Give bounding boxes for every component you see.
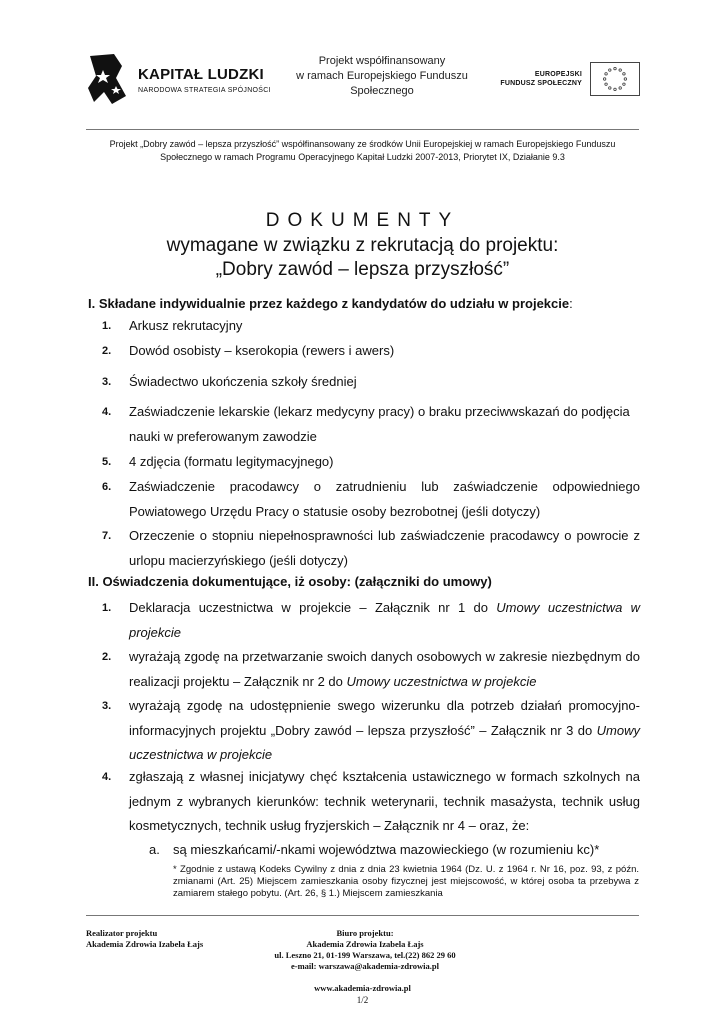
kapital-ludzki-title: KAPITAŁ LUDZKI: [138, 66, 264, 83]
section-1-heading: I. Składane indywidualnie przez każdego z kandydatów do udziału w projekcie:: [88, 296, 573, 311]
header-logos: [86, 48, 646, 110]
list-item: 7. Orzeczenie o stopniu niepełnosprawności lub zaświadczenie pracodawcy o powrocie z urlopu macierzyńskiego (jeśli dotyczy): [102, 528, 640, 568]
project-description: Projekt „Dobry zawód – lepsza przyszłość” współfinansowany ze środków Unii Europejskiej w ramach Europejskiego Funduszu Społecznego w ramach Programu Operacyjnego Kapitał Ludzki 2007-2013, Priorytet IX, Działanie 9.3: [109, 139, 616, 162]
section-2-heading: II. Oświadczenia dokumentujące, iż osoby: (załączniki do umowy): [88, 574, 492, 589]
cofinancing-text: Projekt współfinansowany w ramach Europejskiego Funduszu Społecznego: [296, 55, 468, 97]
list-item: 4. zgłaszają z własnej inicjatywy chęć kształcenia ustawicznego w formach szkolnych na jednym z wybranych kierunków: technik weterynarii, technik masażysta, technik usług kosmetycznych, technik usług fryzjerskich – Załącznik nr 4 – oraz, że:: [102, 769, 640, 833]
kapital-ludzki-logo-icon: [86, 52, 130, 106]
project-name: „Dobry zawód – lepsza przyszłość”: [215, 259, 510, 280]
list-item: 2. wyrażają zgodę na przetwarzanie swoich danych osobowych w zakresie niezbędnym do realizacji projektu – Załącznik nr 2 do Umowy uczestnictwa w projekcie: [102, 649, 640, 689]
sub-list-item: a. są mieszkańcami/-nkami województwa mazowieckiego (w rozumieniu kc)*: [149, 842, 600, 857]
eu-flag-icon: [590, 62, 640, 96]
document-title: DOKUMENTY: [265, 210, 460, 231]
document-subtitle: wymagane w związku z rekrutacją do projektu:: [166, 235, 559, 256]
footer-office: Biuro projektu: Akademia Zdrowia Izabela Łajs ul. Leszno 21, 01-199 Warszawa, tel.(22) 862 29 60 e-mail: warszawa@akademia-zdrowia.pl: [274, 928, 456, 971]
efs-label: EUROPEJSKI FUNDUSZ SPOŁECZNY: [500, 71, 582, 87]
header-divider: [86, 129, 639, 130]
page-number: 1/2: [356, 995, 369, 1005]
kapital-ludzki-subtitle: NARODOWA STRATEGIA SPÓJNOŚCI: [138, 87, 271, 94]
footer-divider: [86, 915, 639, 916]
list-item: 6. Zaświadczenie pracodawcy o zatrudnieniu lub zaświadczenie odpowiedniego Powiatowego Urzędu Pracy o statusie osoby bezrobotnej (jeśli dotyczy): [102, 479, 640, 519]
list-item: 1. Deklaracja uczestnictwa w projekcie – Załącznik nr 1 do Umowy uczestnictwa w projekcie: [102, 600, 640, 640]
footnote: * Zgodnie z ustawą Kodeks Cywilny z dnia z dnia 23 kwietnia 1964 (Dz. U. z 1964 r. Nr 16, poz. 93, z późn. zmianami (Art. 25) Miejscem zamieszkania osoby fizycznej jest miejscowość, w której osoba ta przebywa z zamiarem stałego pobytu. (Art. 26, § 1.) Miejscem zamieszkania: [173, 864, 639, 900]
list-item: 3. Świadectwo ukończenia szkoły średniej: [102, 374, 357, 389]
list-item: 1. Arkusz rekrutacyjny: [102, 318, 243, 333]
list-item: 2. Dowód osobisty – kserokopia (rewers i awers): [102, 343, 395, 358]
list-item: 5. 4 zdjęcia (formatu legitymacyjnego): [102, 454, 334, 469]
footer-realizator: Realizator projektu Akademia Zdrowia Izabela Łajs: [86, 928, 204, 949]
footer-website[interactable]: www.akademia-zdrowia.pl: [314, 983, 411, 993]
list-item: 4. Zaświadczenie lekarskie (lekarz medycyny pracy) o braku przeciwwskazań do podjęcia nauki w preferowanym zawodzie: [102, 404, 630, 444]
list-item: 3. wyrażają zgodę na udostępnienie swego wizerunku dla potrzeb działań promocyjno-informacyjnych projektu „Dobry zawód – lepsza przyszłość” – Załącznik nr 3 do Umowy uczestnictwa w projekcie: [102, 698, 640, 762]
